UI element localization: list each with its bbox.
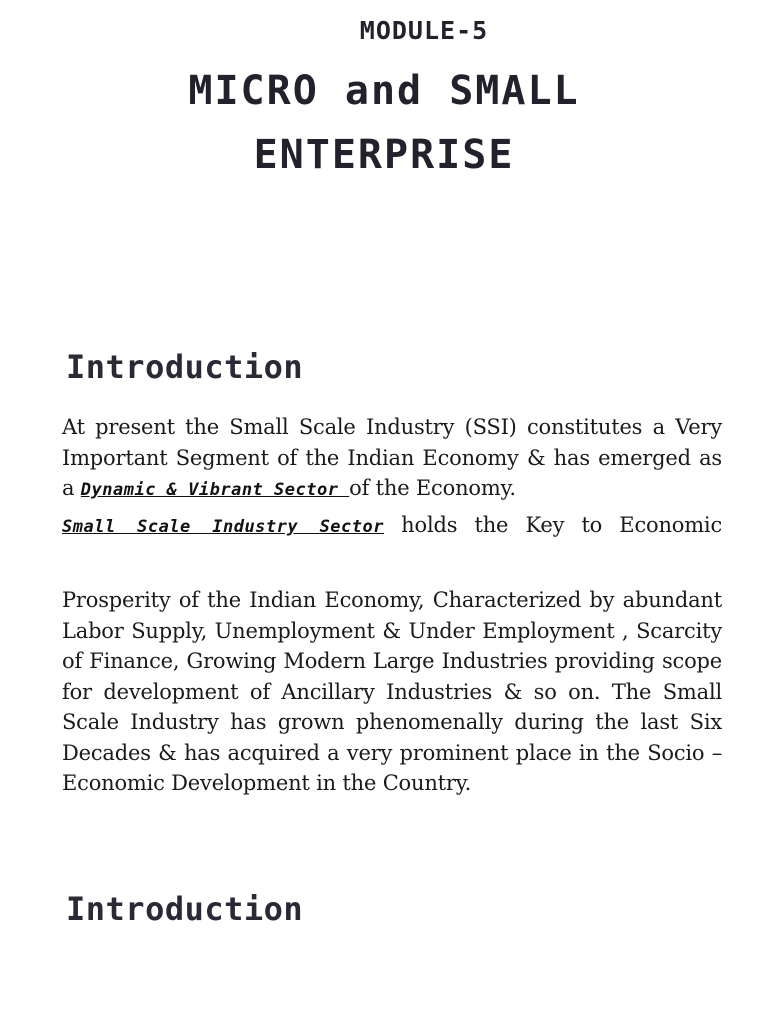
intro-paragraph-2 — [62, 510, 722, 543]
module-label: MODULE-5 — [359, 16, 489, 45]
document-title-line-2: ENTERPRISE — [253, 132, 515, 178]
intro-paragraph-3: Prosperity of the Indian Economy, Characterized by abundant Labor Supply, Unemployment & Under Employment , Scarcity of Finance, Growing Modern Large Industries providing scope for development of Ancillary Industries & so on. The Small Scale Industry has grown phenomenally during the last Six Decades & has acquired a very prominent place in the Socio – Economic Development in the Country. — [62, 588, 722, 795]
intro-paragraph-1 — [62, 412, 722, 506]
document-title-line-1: MICRO and SMALL — [188, 68, 580, 114]
emphasis-ssi-sector: Small Scale Industry Sector — [62, 517, 384, 537]
section-heading-introduction: Introduction — [66, 348, 304, 386]
paragraph-text: At present the Small Scale Industry (SSI) constitutes a Very Important Segment of the Indian Economy & has emerged as a — [62, 415, 722, 500]
paragraph-text: of the Economy. — [349, 476, 516, 500]
section-heading-introduction-2: Introduction — [66, 890, 304, 928]
emphasis-dynamic-sector: Dynamic & Vibrant Sector — [80, 480, 350, 500]
paragraph-text: holds the Key to Economic — [383, 513, 723, 537]
